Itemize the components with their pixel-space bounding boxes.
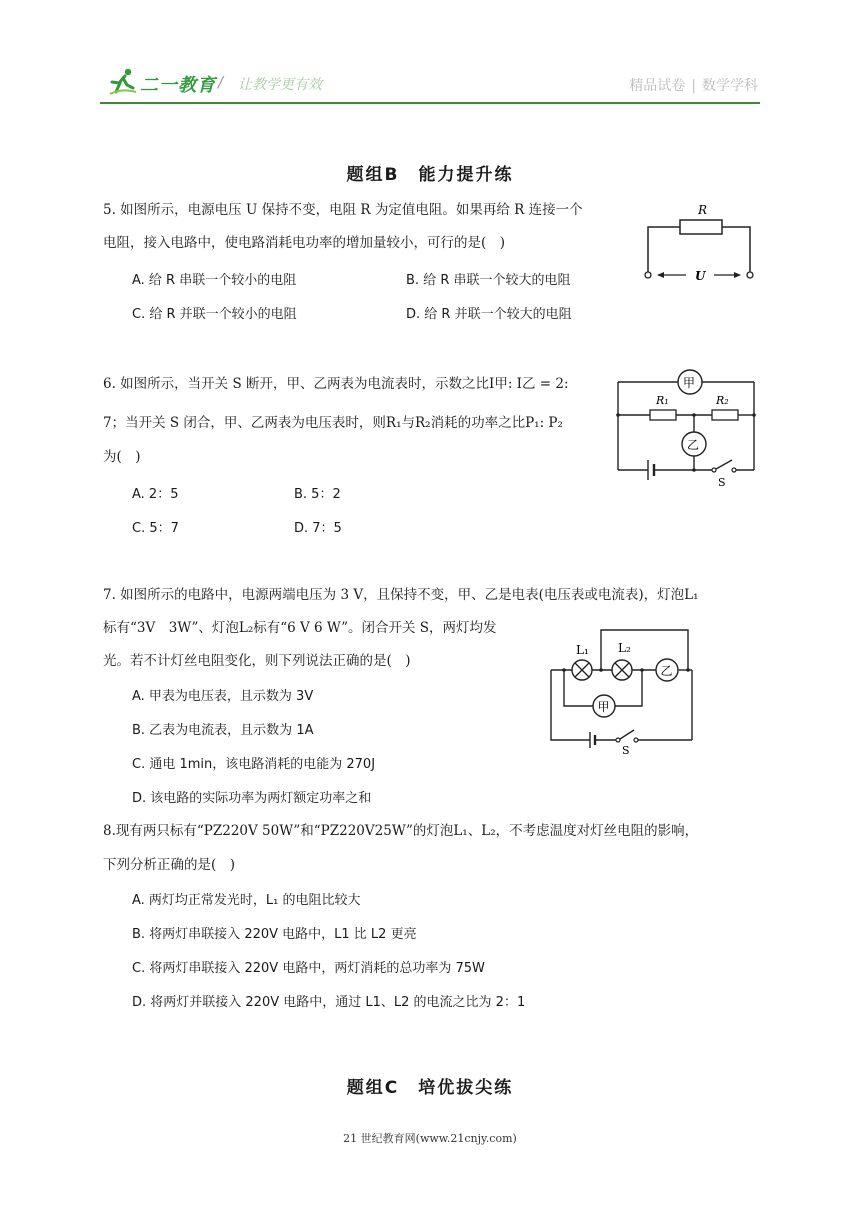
q6-fig-yi-label: 乙: [687, 438, 700, 452]
q7-circuit-diagram: [546, 626, 698, 754]
q5-fig-u-label: U: [695, 269, 706, 283]
q8-option-c: C. 将两灯串联接入 220V 电路中，两灯消耗的总功率为 75W: [132, 961, 485, 976]
q7-fig-l1-label: L₁: [576, 643, 589, 657]
section-c-title: 题组C 培优拔尖练: [346, 1078, 514, 1098]
q6-fig-jia-label: 甲: [683, 376, 696, 390]
q7-fig-jia-label: 甲: [597, 700, 610, 714]
brand-slash: /: [218, 73, 224, 91]
q6-line2: 7；当开关 S 闭合，甲、乙两表为电压表时，则R₁与R₂消耗的功率之比P₁: P₂: [103, 415, 563, 431]
q7-option-b: B. 乙表为电流表，且示数为 1A: [132, 723, 314, 738]
q6-option-d: D. 7：5: [294, 521, 342, 536]
q6-circuit-diagram: [612, 368, 760, 488]
q5-terminal-left: [645, 272, 651, 278]
header-right-a: 精品试卷: [629, 78, 686, 94]
q5-line1: 5. 如图所示，电源电压 U 保持不变，电阻 R 为定值电阻。如果再给 R 连接一个: [103, 202, 583, 218]
q6-option-c: C. 5：7: [132, 521, 179, 536]
page-footer: 21 世纪教育网(www.21cnjy.com): [343, 1132, 517, 1145]
q5-option-c: C. 给 R 并联一个较小的电阻: [132, 307, 297, 322]
q5-option-a: A. 给 R 串联一个较小的电阻: [132, 273, 297, 288]
q5-line2: 电阻，接入电路中，使电路消耗电功率的增加量较小，可行的是( ): [103, 235, 506, 251]
header-separator: |: [691, 78, 696, 94]
q5-circuit-diagram: [640, 198, 760, 284]
brand-slogan: 让教学更有效: [238, 77, 322, 93]
q5-fig-r-label: R: [698, 203, 708, 217]
q7-option-c: C. 通电 1min，该电路消耗的电能为 270J: [132, 757, 376, 772]
q8-line2: 下列分析正确的是( ): [103, 857, 236, 873]
header-rule: [100, 102, 760, 104]
q7-switch: [620, 730, 634, 739]
q7-option-a: A. 甲表为电压表，且示数为 3V: [132, 689, 314, 704]
q6-fig-r1-label: R₁: [656, 394, 669, 407]
q7-line1: 7. 如图所示的电路中，电源两端电压为 3 V，且保持不变，甲、乙是电表(电压表或电流表)，灯泡L₁: [103, 587, 699, 603]
q5-resistor: [680, 220, 722, 234]
runner-logo-icon: [108, 68, 138, 96]
q7-fig-yi-label: 乙: [660, 664, 673, 678]
q7-option-d: D. 该电路的实际功率为两灯额定功率之和: [132, 791, 372, 806]
q6-resistor-r2: [712, 410, 738, 420]
q6-resistor-r1: [650, 410, 676, 420]
q6-option-b: B. 5：2: [294, 487, 341, 502]
q6-fig-r2-label: R₂: [716, 394, 729, 407]
q7-fig-l2-label: L₂: [618, 641, 631, 655]
q7-fig-s-label: S: [622, 744, 630, 754]
header-right: [629, 75, 758, 95]
q6-switch: [716, 460, 732, 469]
q5-terminal-right: [747, 272, 753, 278]
q6-line3: 为( ): [103, 449, 141, 465]
q6-fig-s-label: S: [718, 476, 726, 488]
q5-option-b: B. 给 R 串联一个较大的电阻: [406, 273, 571, 288]
brand-name: 二一教育: [140, 75, 216, 96]
q6-option-a: A. 2：5: [132, 487, 179, 502]
q5-option-d: D. 给 R 并联一个较大的电阻: [406, 307, 572, 322]
q8-option-a: A. 两灯均正常发光时，L₁ 的电阻比较大: [132, 893, 361, 908]
q8-option-d: D. 将两灯并联接入 220V 电路中，通过 L1、L2 的电流之比为 2：1: [132, 995, 526, 1010]
q8-line1: 8.现有两只标有“PZ220V 50W”和“PZ220V25W”的灯泡L₁、L₂，不考虑温度对灯丝电阻的影响，: [103, 823, 699, 839]
q7-line2: 标有“3V 3W”、灯泡L₂标有“6 V 6 W”。闭合开关 S，两灯均发: [103, 620, 497, 636]
q6-line1: 6. 如图所示，当开关 S 断开，甲、乙两表为电流表时，示数之比I甲: I乙 = 2:: [103, 376, 569, 392]
q8-option-b: B. 将两灯串联接入 220V 电路中，L1 比 L2 更亮: [132, 927, 417, 942]
header-right-b: 数学学科: [702, 78, 758, 94]
q7-line3: 光。若不计灯丝电阻变化，则下列说法正确的是( ): [103, 653, 411, 669]
section-b-title: 题组B 能力提升练: [346, 165, 514, 185]
